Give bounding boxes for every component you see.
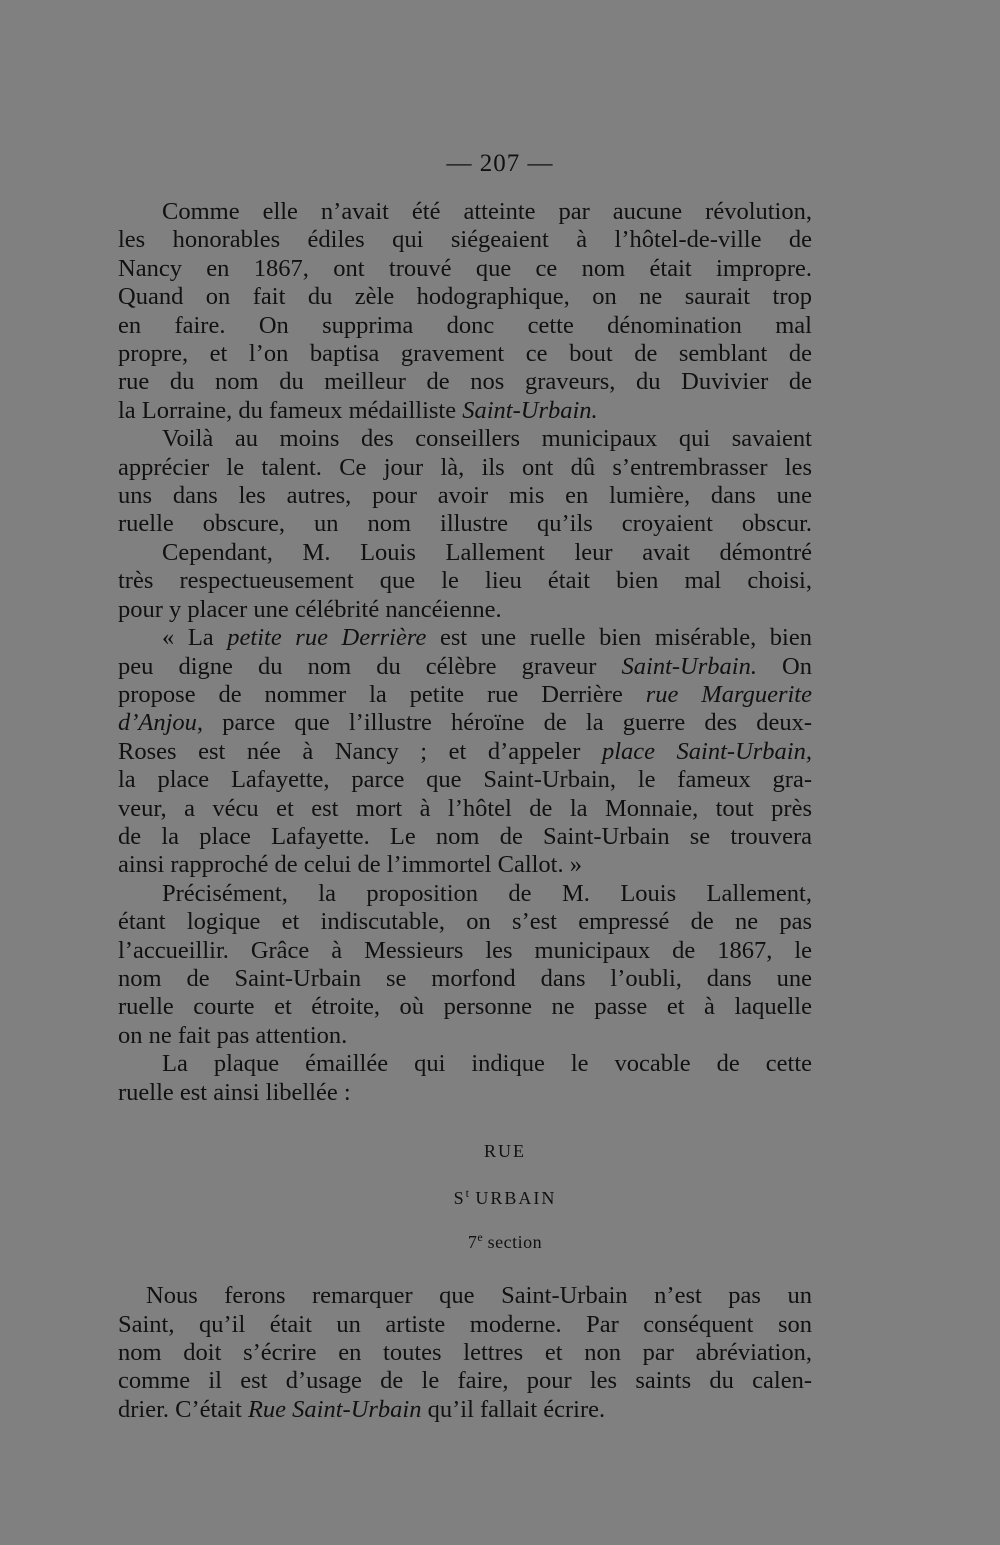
text-line: Quand on fait du zèle hodographique, on ne saurait trop [118,283,812,311]
text-line: nom de Saint-Urbain se morfond dans l’oubli, dans une [118,964,812,992]
text-fragment: peu digne du nom du célèbre graveur [118,652,622,680]
text-line: ainsi rapproché de celui de l’immortel Callot. » [118,851,582,879]
italic-street-name: rue Marguerite [645,680,812,708]
text-line: ruelle obscure, un nom illustre qu’ils croyaient obscur. [118,510,812,538]
text-line: ruelle courte et étroite, où personne ne passe et à laquelle [118,993,812,1021]
text-line: Précisément, la proposition de M. Louis Lallement, [162,879,812,907]
text-line: pour y placer une célébrité nancéienne. [118,595,502,623]
text-line: La plaque émaillée qui indique le vocable de cette [162,1050,812,1078]
page-number: — 207 — [446,150,554,177]
text-fragment: parce que l’illustre héroïne de la guerre des deux- [203,709,812,737]
text-line: veur, a vécu et est mort à l’hôtel de la Monnaie, tout près [118,794,812,822]
text-line: Voilà au moins des conseillers municipaux qui savaient [162,425,812,453]
text-line [118,738,812,766]
text-line: les honorables édiles qui siégeaient à l’hôtel-de-ville de [118,226,812,254]
text-line: nom doit s’écrire en toutes lettres et non par abréviation, [118,1339,812,1367]
paragraph-1 [118,198,812,425]
italic-street-name: petite rue Derrière [227,624,427,652]
text-fragment: On [756,652,812,680]
text-line [118,709,812,737]
street-sign-line-2 [118,1179,812,1212]
text-line [118,681,812,709]
text-fragment: 7 [467,1231,478,1252]
italic-street-name: Rue Saint-Urbain [247,1395,422,1423]
text-fragment: Roses est née à Nancy ; et d’appeler [118,737,602,765]
text-line: étant logique et indiscutable, on s’est empressé de ne pas [118,908,812,936]
body-text [118,198,812,1424]
text-line: Nous ferons remarquer que Saint-Urbain n’est pas un [146,1282,812,1310]
text-fragment: « La [162,624,228,652]
paragraph-3 [118,539,812,624]
text-line [118,653,812,681]
text-line: Nancy en 1867, ont trouvé que ce nom était impropre. [118,254,812,282]
text-line: l’accueillir. Grâce à Messieurs les municipaux de 1867, le [118,936,812,964]
paragraph-2 [118,425,812,539]
text-line: Saint, qu’il était un artiste moderne. Par conséquent son [118,1310,812,1338]
street-sign-line-1: RUE [484,1141,526,1161]
italic-street-name: place Saint-Urbain, [601,737,812,765]
text-fragment: section [482,1231,543,1252]
text-fragment: drier. C’était [118,1395,248,1423]
text-line: Comme elle n’avait été atteinte par aucune révolution, [162,198,812,225]
text-line [118,397,812,425]
text-fragment: S [453,1188,466,1209]
text-line [118,1396,812,1424]
italic-street-name: d’Anjou, [118,709,204,737]
text-line: uns dans les autres, pour avoir mis en lumière, dans une [118,482,812,510]
text-fragment: URBAIN [468,1188,557,1209]
superscript: e [477,1229,483,1244]
text-line: on ne fait pas attention. [118,1021,348,1049]
text-line: propre, et l’on baptisa gravement ce bout de semblant de [118,340,812,368]
italic-street-name: Saint-Urbain. [462,396,598,424]
text-fragment: propose de nommer la petite rue Derrière [118,680,646,708]
text-line: comme il est d’usage de le faire, pour les saints du calen- [118,1367,812,1395]
paragraph-quote [118,624,812,880]
text-fragment: est une ruelle bien misérable, bien [426,624,812,652]
text-line: en faire. On supprima donc cette dénomination mal [118,311,812,339]
paragraph-5 [118,880,812,1050]
italic-street-name: Saint-Urbain. [621,652,757,680]
text-line: la place Lafayette, parce que Saint-Urbain, le fameux gra- [118,766,812,794]
superscript: t [465,1186,469,1201]
text-line: de la place Lafayette. Le nom de Saint-Urbain se trouvera [118,822,812,850]
text-line: apprécier le talent. Ce jour là, ils ont dû s’entrembrasser les [118,453,812,481]
paragraph-closing [118,1282,812,1424]
text-line: ruelle est ainsi libellée : [118,1078,351,1106]
text-line: rue du nom du meilleur de nos graveurs, du Duvivier de [118,368,812,396]
text-line: Cependant, M. Louis Lallement leur avait démontré [162,538,812,566]
text-fragment: la Lorraine, du fameux médailliste [118,396,463,424]
paragraph-6 [118,1050,812,1107]
text-line: très respectueusement que le lieu était bien mal choisi, [118,567,812,595]
street-sign-line-3 [118,1223,812,1256]
text-fragment: qu’il fallait écrire. [421,1395,606,1423]
text-line [118,624,812,652]
